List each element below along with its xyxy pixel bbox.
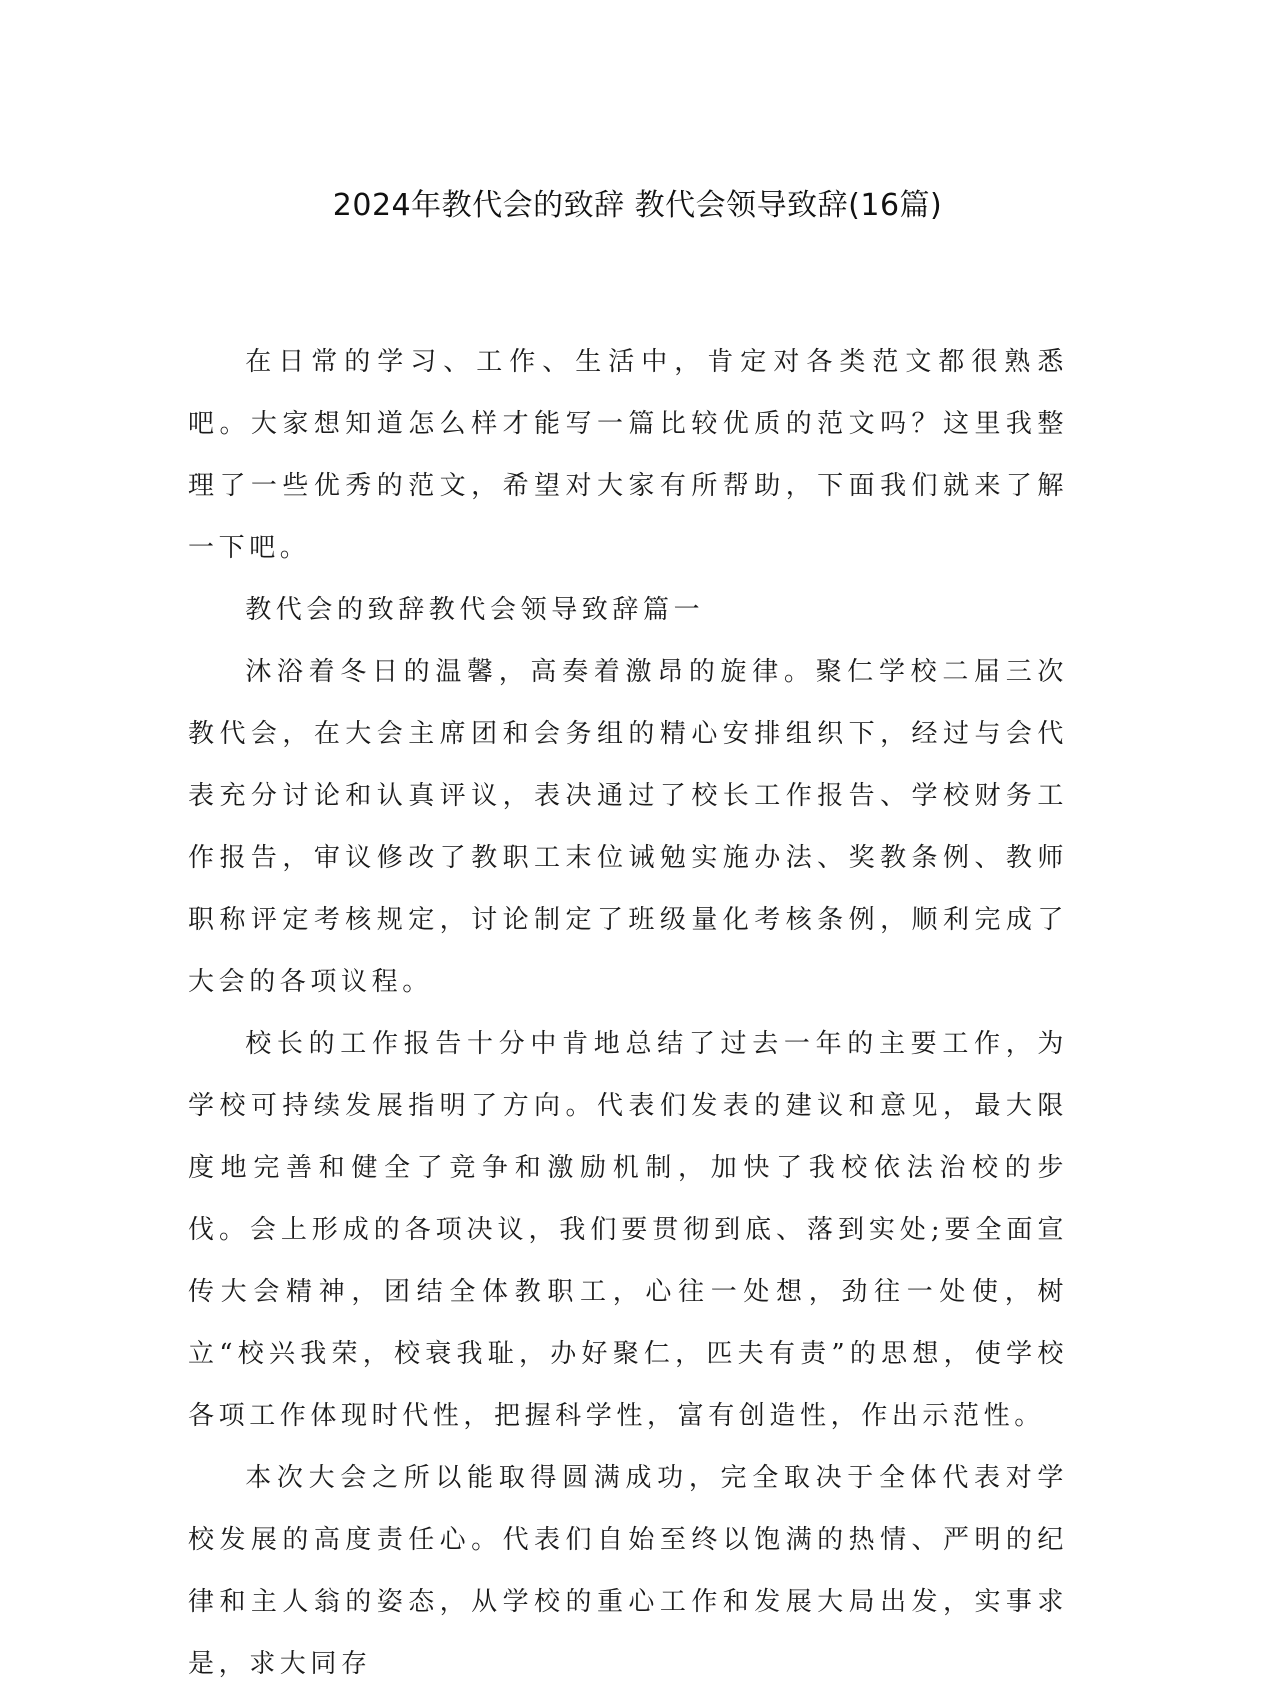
intro-paragraph: 在日常的学习、工作、生活中，肯定对各类范文都很熟悉吧。大家想知道怎么样才能写一篇比较优质的范文吗？这里我整理了一些优秀的范文，希望对大家有所帮助，下面我们就来了解一下吧。 [188, 347, 1068, 563]
body-paragraph: 本次大会之所以能取得圆满成功，完全取决于全体代表对学校发展的高度责任心。代表们自始至终以饱满的热情、严明的纪律和主人翁的姿态，从学校的重心工作和发展大局出发，实事求是，求大同存 [188, 1463, 1068, 1679]
document-title: 2024年教代会的致辞 教代会领导致辞(16篇) [332, 188, 943, 223]
body-paragraph: 校长的工作报告十分中肯地总结了过去一年的主要工作，为学校可持续发展指明了方向。代表们发表的建议和意见，最大限度地完善和健全了竞争和激励机制，加快了我校依法治校的步伐。会上形成的各项决议，我们要贯彻到底、落到实处;要全面宣传大会精神，团结全体教职工，心往一处想，劲往一处使，树立“校兴我荣，校衰我耻，办好聚仁，匹夫有责”的思想，使学校各项工作体现时代性，把握科学性，富有创造性，作出示范性。 [188, 1029, 1068, 1431]
body-paragraph: 沐浴着冬日的温馨，高奏着激昂的旋律。聚仁学校二届三次教代会，在大会主席团和会务组的精心安排组织下，经过与会代表充分讨论和认真评议，表决通过了校长工作报告、学校财务工作报告，审议修改了教职工末位诫勉实施办法、奖教条例、教师职称评定考核规定，讨论制定了班级量化考核条例，顺利完成了大会的各项议程。 [188, 657, 1068, 997]
section-heading: 教代会的致辞教代会领导致辞篇一 [245, 595, 705, 625]
document-body [188, 331, 1068, 1695]
